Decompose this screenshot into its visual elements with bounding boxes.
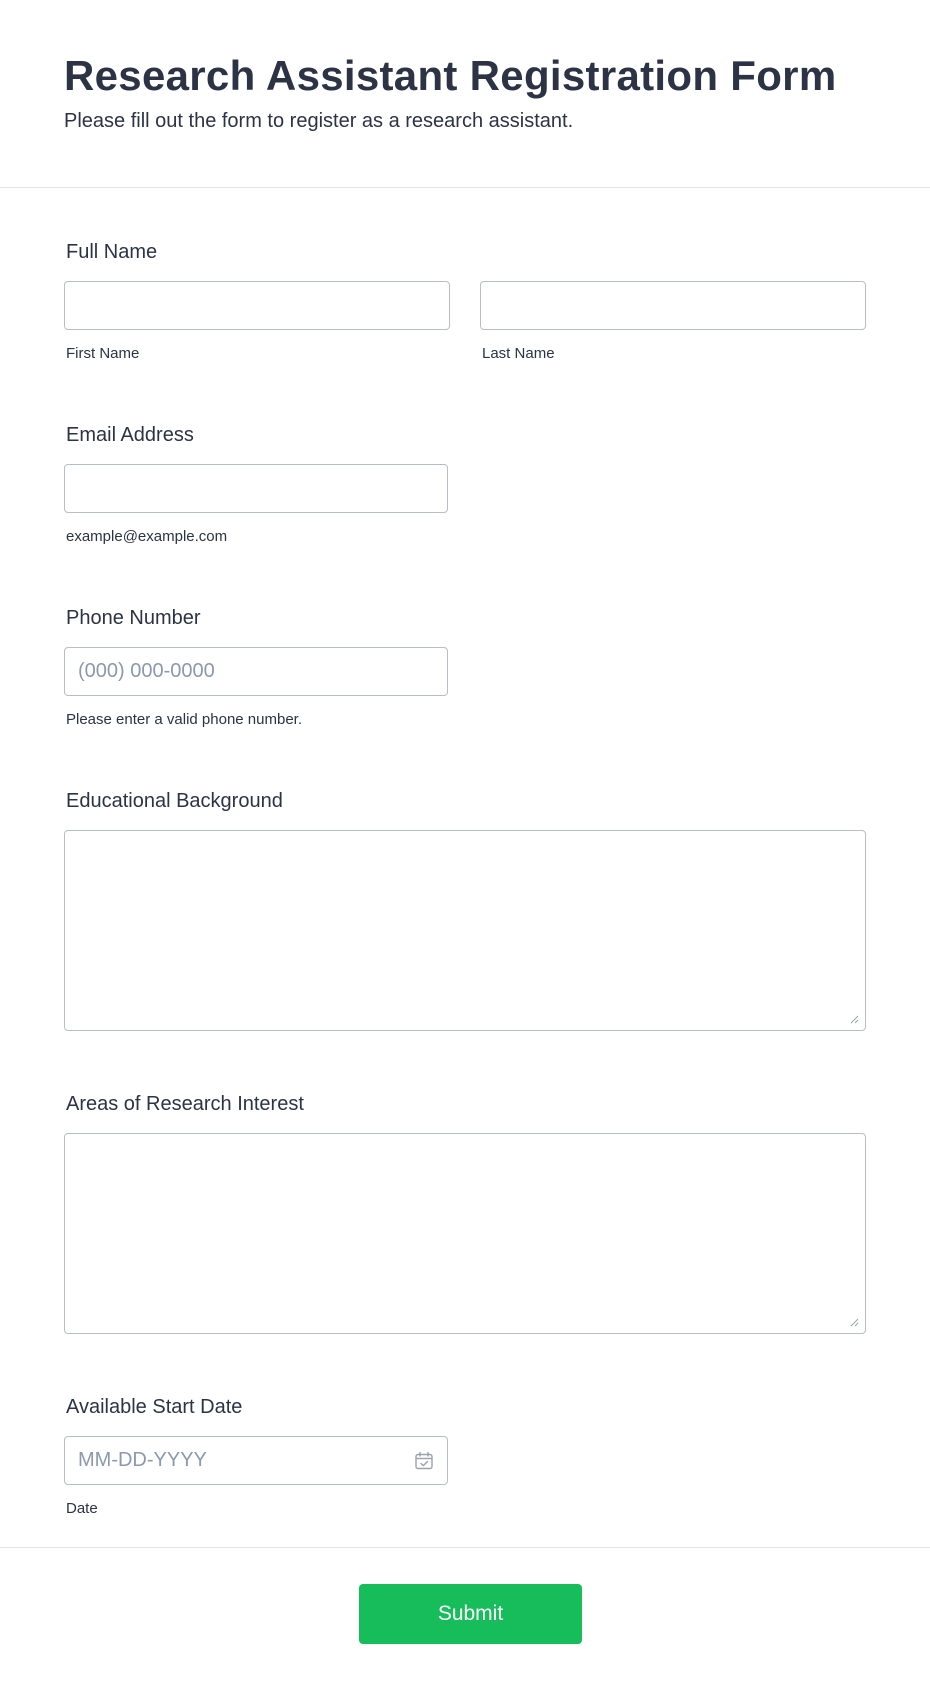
- first-name-sublabel: First Name: [66, 345, 140, 362]
- submit-button[interactable]: Submit: [359, 1584, 582, 1644]
- start-date-input[interactable]: [64, 1436, 448, 1485]
- phone-sublabel: Please enter a valid phone number.: [66, 711, 302, 728]
- resize-grip-icon[interactable]: [850, 1318, 859, 1327]
- email-input[interactable]: [64, 464, 448, 513]
- phone-input[interactable]: [64, 647, 448, 696]
- education-textarea[interactable]: [64, 830, 866, 1031]
- resize-grip-icon[interactable]: [850, 1015, 859, 1024]
- full-name-label: Full Name: [66, 241, 158, 263]
- last-name-sublabel: Last Name: [482, 345, 555, 362]
- start-date-sublabel: Date: [66, 1500, 98, 1517]
- form-subtitle: Please fill out the form to register as a research assistant.: [64, 110, 574, 132]
- first-name-input[interactable]: [64, 281, 450, 330]
- phone-label: Phone Number: [66, 607, 201, 629]
- form-header: [0, 0, 930, 188]
- last-name-input[interactable]: [480, 281, 866, 330]
- start-date-label: Available Start Date: [66, 1396, 243, 1418]
- research-interest-textarea[interactable]: [64, 1133, 866, 1334]
- education-label: Educational Background: [66, 790, 283, 812]
- calendar-icon[interactable]: [414, 1451, 434, 1471]
- email-sublabel: example@example.com: [66, 528, 228, 545]
- email-label: Email Address: [66, 424, 194, 446]
- research-interest-label: Areas of Research Interest: [66, 1093, 304, 1115]
- form-title: Research Assistant Registration Form: [64, 52, 837, 99]
